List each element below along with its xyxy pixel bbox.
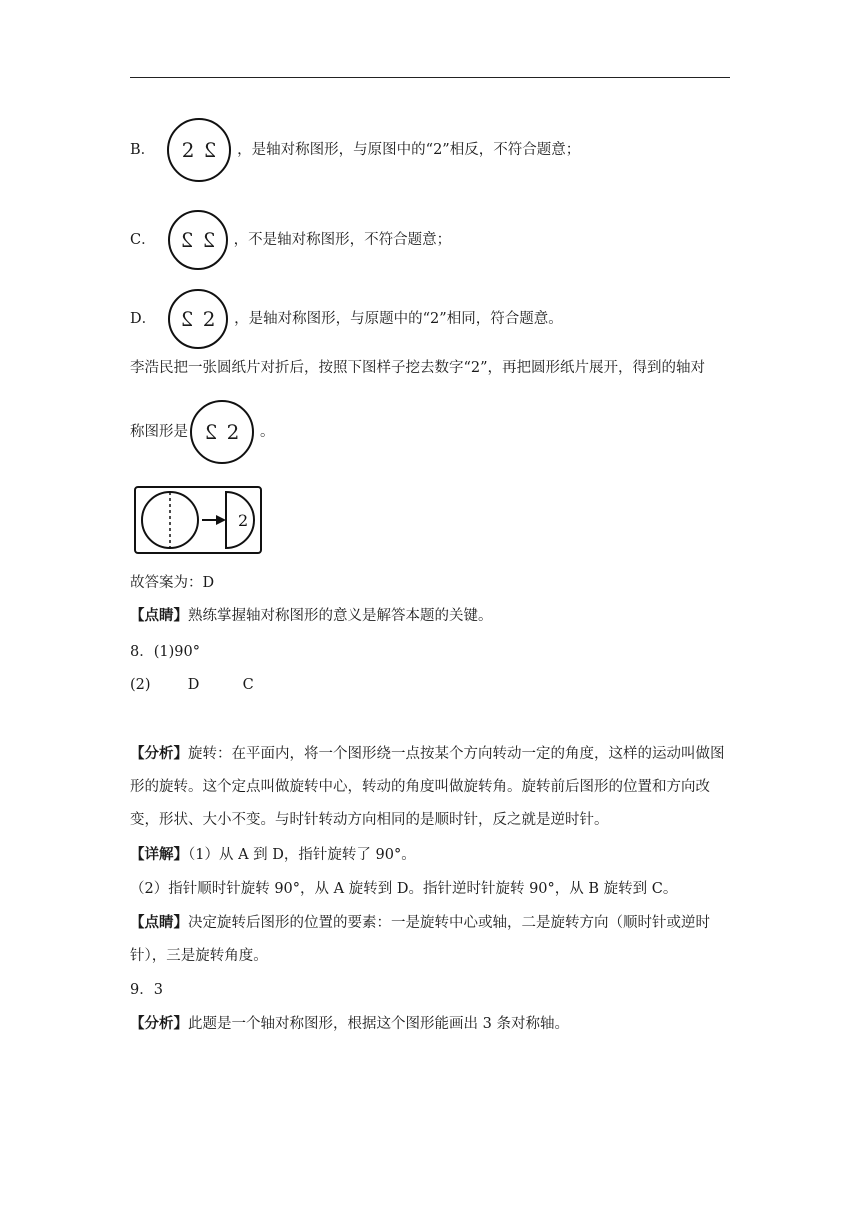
- digit-normal: 2: [202, 307, 216, 331]
- xiangjie-tag: 【详解】: [130, 846, 188, 863]
- dianjing-8: [130, 906, 730, 973]
- explain-suffix: 。: [260, 424, 275, 440]
- digit-normal: 2: [226, 420, 240, 444]
- option-letter: B．: [130, 142, 156, 158]
- digit-mirrored: 2: [180, 307, 194, 331]
- q9-line: 9．3: [130, 982, 163, 998]
- xiangjie-8-part-2: （2）指针顺时针旋转 90°，从 A 旋转到 D。指针逆时针旋转 90°，从 B 旋转到 C。: [130, 881, 678, 897]
- digit-mirrored: 2: [180, 228, 193, 252]
- fenxi-text: 旋转：在平面内，将一个图形绕一点按某个方向转动一定的角度，这样的运动叫做图形的旋转。这个定点叫做旋转中心，转动的角度叫做旋转角。旋转前后图形的位置和方向改变，形状、大小不变。与时针转动方向相同的是顺时针，反之就是逆时针。: [130, 746, 725, 828]
- xiangjie-8: [130, 845, 416, 865]
- header-rule: [130, 77, 730, 78]
- fold-diagram: [134, 486, 262, 554]
- option-d-circle: [168, 289, 228, 349]
- option-text: ，是轴对称图形，与原题中的“2”相同，符合题意。: [234, 311, 563, 327]
- fenxi-tag: 【分析】: [130, 1015, 188, 1032]
- explain-line-2: [130, 400, 275, 464]
- option-text: ，是轴对称图形，与原图中的“2”相反，不符合题意；: [237, 142, 581, 158]
- explain-prefix: 称图形是: [130, 424, 188, 440]
- answer-circle: [190, 400, 254, 464]
- option-c-circle: [168, 210, 228, 270]
- digit-mirrored: 2: [203, 138, 217, 162]
- option-text: ，不是轴对称图形，不符合题意；: [233, 232, 452, 248]
- q8-line-1: 8．(1)90°: [130, 644, 200, 660]
- fenxi-text: 此题是一个轴对称图形，根据这个图形能画出 3 条对称轴。: [188, 1016, 569, 1032]
- q8-part-number: (2): [130, 677, 151, 693]
- fold-diagram-svg: [136, 488, 260, 552]
- option-c: [130, 210, 451, 270]
- option-d: [130, 289, 563, 349]
- q8-answer-a: D: [187, 677, 200, 693]
- q8-answer-b: C: [242, 677, 254, 693]
- arrow-icon: [216, 515, 226, 525]
- digit-mirrored: 2: [202, 228, 215, 252]
- fenxi-9: [130, 1014, 569, 1034]
- digit-mirrored: 2: [204, 420, 218, 444]
- dianjing-tag: 【点睛】: [130, 914, 188, 931]
- q8-line-2: [130, 675, 254, 695]
- dianjing-text: 决定旋转后图形的位置的要素：一是旋转中心或轴，二是旋转方向（顺时针或逆时针），三是旋转角度。: [130, 915, 710, 964]
- option-b: [130, 118, 580, 182]
- fold-digit: 2: [238, 511, 249, 530]
- xiangjie-text: （1）从 A 到 D，指针旋转了 90°。: [188, 847, 416, 863]
- dianjing-text: 熟练掌握轴对称图形的意义是解答本题的关键。: [188, 608, 493, 624]
- explain-line-1: 李浩民把一张圆纸片对折后，按照下图样子挖去数字“2”，再把圆形纸片展开，得到的轴对: [130, 360, 706, 376]
- fenxi-tag: 【分析】: [130, 745, 188, 762]
- dianjing-tag: 【点睛】: [130, 607, 188, 624]
- option-letter: C．: [130, 232, 156, 248]
- fenxi-8: [130, 737, 730, 837]
- answer-line: 故答案为：D: [130, 575, 215, 591]
- dianjing-7: [130, 606, 493, 626]
- option-b-circle: [167, 118, 231, 182]
- option-letter: D．: [130, 311, 157, 327]
- digit-normal: 2: [181, 138, 195, 162]
